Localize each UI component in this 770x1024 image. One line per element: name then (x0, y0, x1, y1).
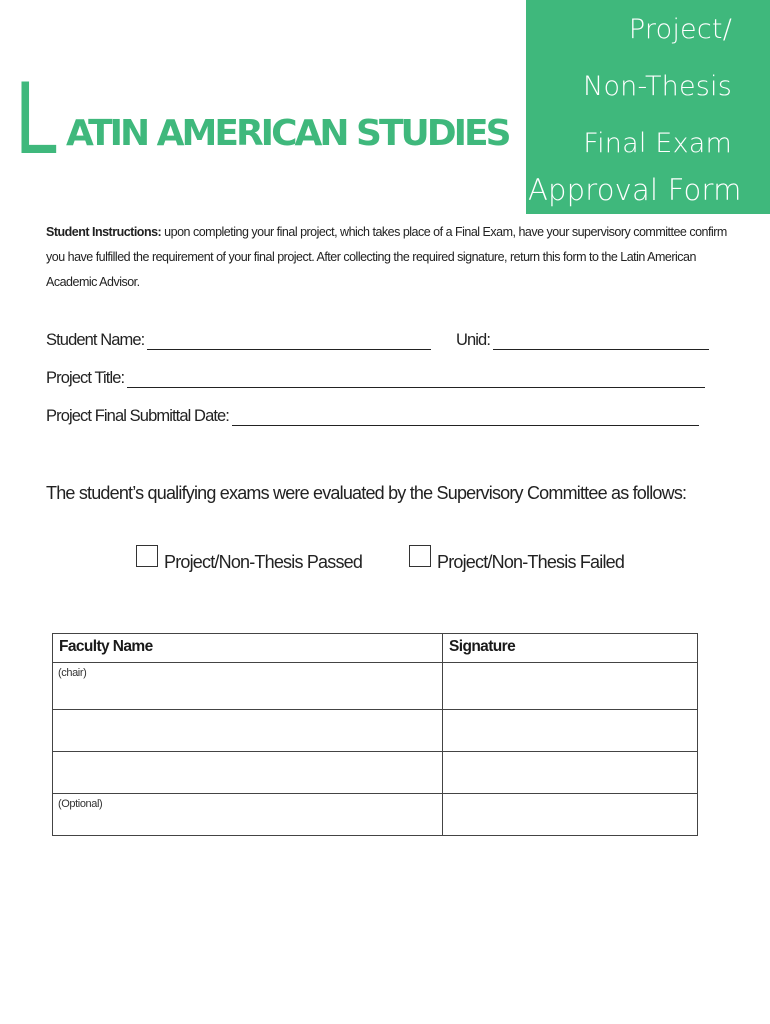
signature-cell[interactable] (443, 794, 698, 836)
submittal-date-field[interactable] (46, 407, 699, 426)
faculty-name-cell[interactable] (53, 752, 443, 794)
form-title-banner (526, 0, 770, 214)
faculty-name-cell[interactable] (53, 710, 443, 752)
instructions-label: Student Instructions: (46, 225, 162, 239)
table-row (53, 794, 698, 836)
failed-checkbox[interactable] (409, 545, 431, 567)
department-title: ATIN AMERICAN STUDIES (66, 113, 509, 154)
department-title-initial: L (14, 63, 57, 177)
project-title-label: Project Title: (46, 369, 125, 387)
passed-checkbox[interactable] (136, 545, 158, 567)
faculty-name-header: Faculty Name (53, 634, 443, 663)
passed-option[interactable] (136, 552, 362, 573)
faculty-name-cell[interactable]: (chair) (53, 663, 443, 710)
evaluation-statement: The student’s qualifying exams were evaluated by the Supervisory Committee as follows: (46, 483, 687, 503)
unid-line[interactable] (493, 334, 709, 350)
form-title-line-1: Project/ (628, 14, 732, 45)
form-title-line-3: Final Exam (583, 128, 732, 159)
faculty-name-cell[interactable]: (Optional) (53, 794, 443, 836)
faculty-table (52, 633, 698, 836)
signature-cell[interactable] (443, 710, 698, 752)
table-row (53, 752, 698, 794)
form-title-line-2: Non-Thesis (583, 71, 732, 102)
table-row (53, 710, 698, 752)
student-name-label: Student Name: (46, 331, 145, 349)
table-header-row (53, 634, 698, 663)
signature-cell[interactable] (443, 663, 698, 710)
signature-cell[interactable] (443, 752, 698, 794)
student-name-field[interactable] (46, 331, 431, 350)
project-title-line[interactable] (127, 372, 705, 388)
table-row (53, 663, 698, 710)
project-title-field[interactable] (46, 369, 705, 388)
submittal-date-label: Project Final Submittal Date: (46, 407, 229, 425)
form-title-line-4: Approval Form (528, 173, 742, 207)
passed-label: Project/Non-Thesis Passed (164, 552, 363, 572)
failed-option[interactable] (409, 552, 624, 573)
submittal-date-line[interactable] (232, 410, 699, 426)
signature-header: Signature (443, 634, 698, 663)
instructions-text: upon completing your final project, which takes place of a Final Exam, have your supervisory committee confirm you have fulfilled the requirement of your final project. After collecting the required signature, return this form to the Latin American Academic Advisor. (46, 225, 727, 289)
unid-label: Unid: (456, 331, 491, 349)
failed-label: Project/Non-Thesis Failed (437, 552, 625, 572)
unid-field[interactable] (456, 331, 709, 350)
student-instructions (46, 220, 736, 295)
student-name-line[interactable] (147, 334, 431, 350)
